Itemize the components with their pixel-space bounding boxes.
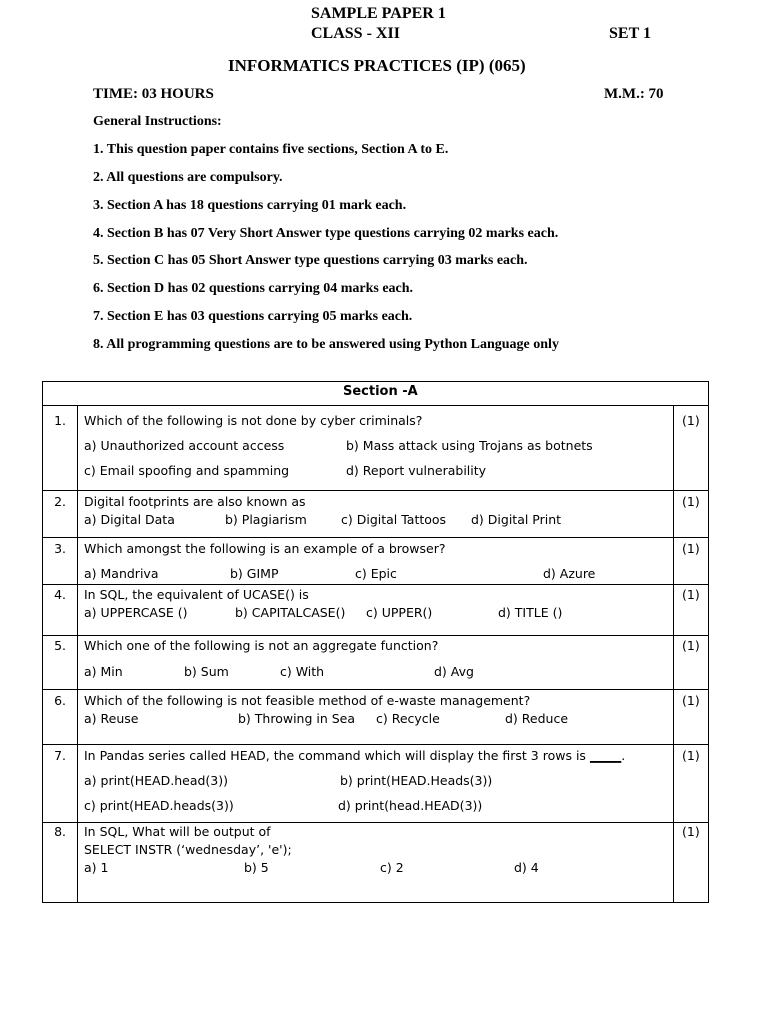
instruction-item: 2. All questions are compulsory. <box>93 170 283 185</box>
section-title: Section -A <box>343 384 418 399</box>
question-text: In SQL, the equivalent of UCASE() is <box>84 587 309 602</box>
row-divider <box>42 490 709 491</box>
question-text <box>84 748 625 763</box>
row-divider <box>42 822 709 823</box>
question-marks: (1) <box>682 748 700 763</box>
question-text: Digital footprints are also known as <box>84 494 306 509</box>
question-number: 3. <box>54 541 66 556</box>
subject-title: INFORMATICS PRACTICES (IP) (065) <box>228 56 526 75</box>
question-text: Which of the following is not done by cyber criminals? <box>84 413 423 428</box>
option: d) 4 <box>514 860 539 875</box>
option: c) Recycle <box>376 711 440 726</box>
question-number: 7. <box>54 748 66 763</box>
question-text: Which amongst the following is an example of a browser? <box>84 541 446 556</box>
question-number: 4. <box>54 587 66 602</box>
row-divider <box>42 584 709 585</box>
column-divider <box>673 405 674 902</box>
question-marks: (1) <box>682 638 700 653</box>
paper-title: SAMPLE PAPER 1 <box>311 5 446 22</box>
instruction-item: 3. Section A has 18 questions carrying 01 mark each. <box>93 198 407 213</box>
question-number: 5. <box>54 638 66 653</box>
question-text: Which of the following is not feasible method of e-waste management? <box>84 693 531 708</box>
table-border <box>42 902 709 903</box>
question-text-end: . <box>621 748 626 763</box>
table-border <box>42 381 709 382</box>
row-divider <box>42 635 709 636</box>
question-marks: (1) <box>682 824 700 839</box>
option: c) 2 <box>380 860 404 875</box>
option: c) Email spoofing and spamming <box>84 463 290 478</box>
question-number: 6. <box>54 693 66 708</box>
class-label: CLASS - XII <box>311 25 400 42</box>
max-marks: M.M.: 70 <box>604 86 664 102</box>
option: c) print(HEAD.heads(3)) <box>84 798 234 813</box>
option: d) Avg <box>434 664 474 679</box>
option: b) Mass attack using Trojans as botnets <box>346 438 593 453</box>
question-number: 2. <box>54 494 66 509</box>
instructions-heading: General Instructions: <box>93 114 222 129</box>
instruction-item: 6. Section D has 02 questions carrying 04 marks each. <box>93 281 414 296</box>
option: c) Epic <box>355 566 397 581</box>
option: a) Mandriva <box>84 566 159 581</box>
option: a) Reuse <box>84 711 139 726</box>
instruction-item: 1. This question paper contains five sections, Section A to E. <box>93 142 449 157</box>
row-divider <box>42 405 709 406</box>
question-marks: (1) <box>682 413 700 428</box>
option: a) UPPERCASE () <box>84 605 188 620</box>
option: d) Reduce <box>505 711 569 726</box>
sql-code: SELECT INSTR (‘wednesday’, 'e'); <box>84 842 292 857</box>
option: a) 1 <box>84 860 109 875</box>
question-text-main: In Pandas series called HEAD, the command which will display the first 3 rows is <box>84 748 586 763</box>
question-marks: (1) <box>682 693 700 708</box>
option: b) CAPITALCASE() <box>235 605 346 620</box>
option: c) With <box>280 664 325 679</box>
option: b) 5 <box>244 860 269 875</box>
row-divider <box>42 537 709 538</box>
instruction-item: 5. Section C has 05 Short Answer type questions carrying 03 marks each. <box>93 253 528 268</box>
option: d) Azure <box>543 566 596 581</box>
row-divider <box>42 689 709 690</box>
question-number: 8. <box>54 824 66 839</box>
question-marks: (1) <box>682 494 700 509</box>
option: d) print(head.HEAD(3)) <box>338 798 483 813</box>
instruction-item: 8. All programming questions are to be answered using Python Language only <box>93 337 559 352</box>
question-number: 1. <box>54 413 66 428</box>
instruction-item: 7. Section E has 03 questions carrying 05 marks each. <box>93 309 413 324</box>
option: a) print(HEAD.head(3)) <box>84 773 228 788</box>
option: b) GIMP <box>230 566 279 581</box>
column-divider <box>77 405 78 902</box>
option: a) Min <box>84 664 123 679</box>
option: d) Digital Print <box>471 512 562 527</box>
set-label: SET 1 <box>609 25 651 42</box>
option: c) Digital Tattoos <box>341 512 447 527</box>
option: a) Unauthorized account access <box>84 438 285 453</box>
option: b) Plagiarism <box>225 512 307 527</box>
option: d) TITLE () <box>498 605 563 620</box>
time-label: TIME: 03 HOURS <box>93 86 214 102</box>
option: b) Sum <box>184 664 229 679</box>
answer-blank: _____ <box>589 748 622 763</box>
question-text: In SQL, What will be output of <box>84 824 271 839</box>
option: b) print(HEAD.Heads(3)) <box>340 773 493 788</box>
question-text: Which one of the following is not an aggregate function? <box>84 638 439 653</box>
question-marks: (1) <box>682 587 700 602</box>
table-border <box>708 381 709 903</box>
option: d) Report vulnerability <box>346 463 487 478</box>
instruction-item: 4. Section B has 07 Very Short Answer type questions carrying 02 marks each. <box>93 226 559 241</box>
row-divider <box>42 744 709 745</box>
question-marks: (1) <box>682 541 700 556</box>
option: a) Digital Data <box>84 512 175 527</box>
option: c) UPPER() <box>366 605 433 620</box>
option: b) Throwing in Sea <box>238 711 356 726</box>
